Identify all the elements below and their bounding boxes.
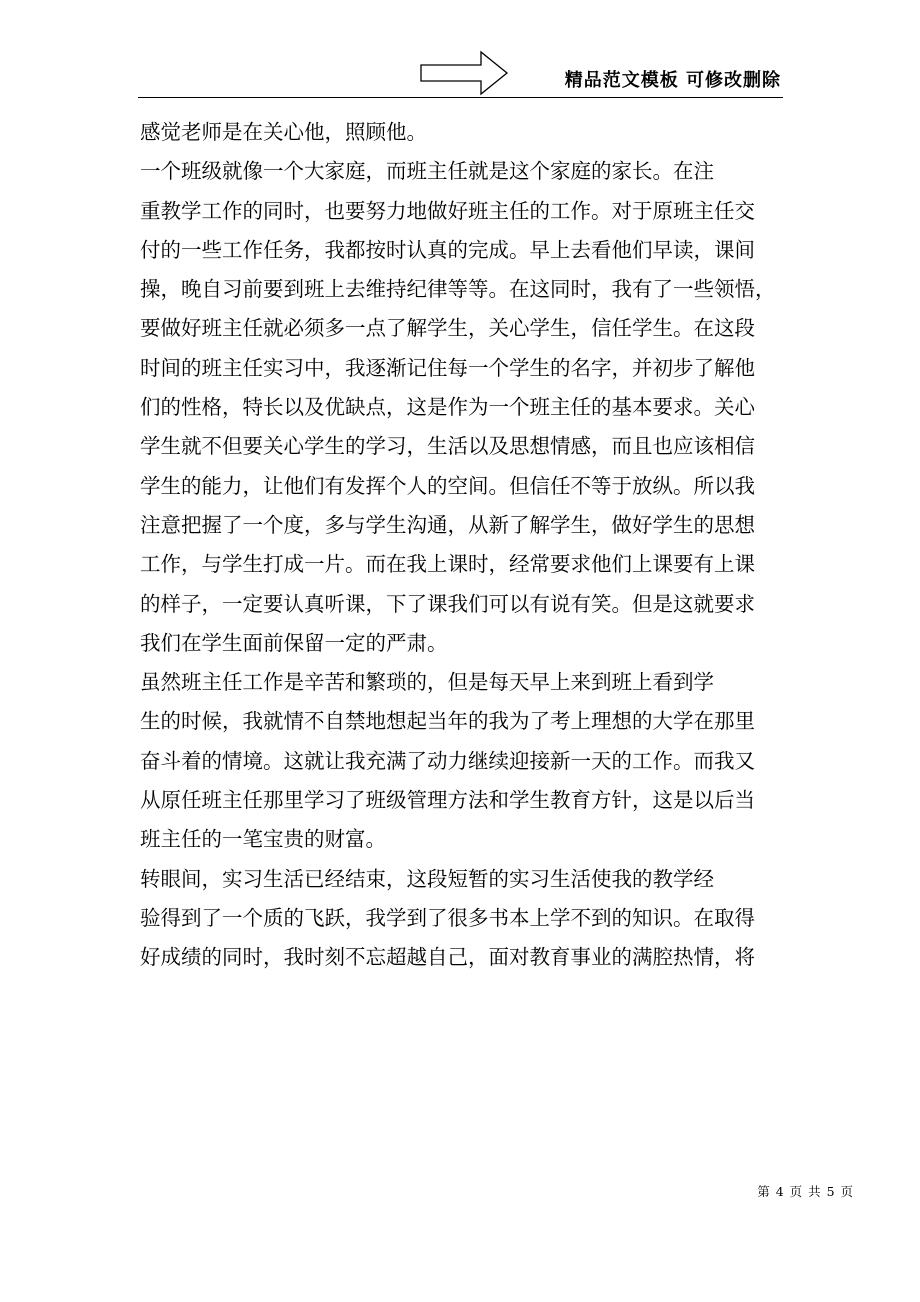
text-line: 的样子，一定要认真听课，下了课我们可以有说有笑。但是这就要求 (140, 591, 755, 616)
text-line: 时间的班主任实习中，我逐渐记住每一个学生的名字，并初步了解他 (140, 355, 755, 380)
text-line: 工作，与学生打成一片。而在我上课时，经常要求他们上课要有上课 (140, 552, 755, 577)
text-line: 学生的能力，让他们有发挥个人的空间。但信任不等于放纵。所以我 (140, 473, 755, 498)
document-body (140, 113, 782, 978)
text-line: 奋斗着的情境。这就让我充满了动力继续迎接新一天的工作。而我又 (140, 748, 755, 773)
header-divider (138, 97, 783, 98)
text-line: 从原任班主任那里学习了班级管理方法和学生教育方针，这是以后当 (140, 788, 755, 813)
text-line: 一个班级就像一个大家庭，而班主任就是这个家庭的家长。在注 (140, 159, 714, 184)
text-line: 要做好班主任就必须多一点了解学生，关心学生，信任学生。在这段 (140, 316, 755, 341)
page-header (138, 50, 783, 98)
text-line: 们的性格，特长以及优缺点，这是作为一个班主任的基本要求。关心 (140, 395, 755, 420)
text-line: 付的一些工作任务，我都按时认真的完成。早上去看他们早读，课间 (140, 237, 755, 262)
text-line: 我们在学生面前保留一定的严肃。 (140, 630, 448, 655)
page-number: 第 4 页 共 5 页 (757, 1184, 854, 1199)
text-line: 注意把握了一个度，多与学生沟通，从新了解学生，做好学生的思想 (140, 512, 755, 537)
text-line: 转眼间，实习生活已经结束，这段短暂的实习生活使我的教学经 (140, 866, 714, 891)
text-line: 重教学工作的同时，也要努力地做好班主任的工作。对于原班主任交 (140, 198, 755, 223)
text-line: 学生就不但要关心学生的学习，生活以及思想情感，而且也应该相信 (140, 434, 755, 459)
text-line: 感觉老师是在关心他，照顾他。 (140, 120, 427, 144)
text-line: 虽然班主任工作是辛苦和繁琐的，但是每天早上来到班上看到学 (140, 670, 714, 695)
text-line: 验得到了一个质的飞跃，我学到了很多书本上学不到的知识。在取得 (140, 905, 755, 930)
text-line: 操，晚自习前要到班上去维持纪律等等。在这同时，我有了一些领悟， (140, 277, 776, 302)
text-line: 班主任的一笔宝贵的财富。 (140, 827, 386, 852)
text-line: 生的时候，我就情不自禁地想起当年的我为了考上理想的大学在那里 (140, 709, 755, 734)
arrow-icon (419, 50, 509, 96)
header-title: 精品范文模板 可修改删除 (564, 70, 781, 91)
text-line: 好成绩的同时，我时刻不忘超越自己，面对教育事业的满腔热情，将 (140, 945, 755, 970)
